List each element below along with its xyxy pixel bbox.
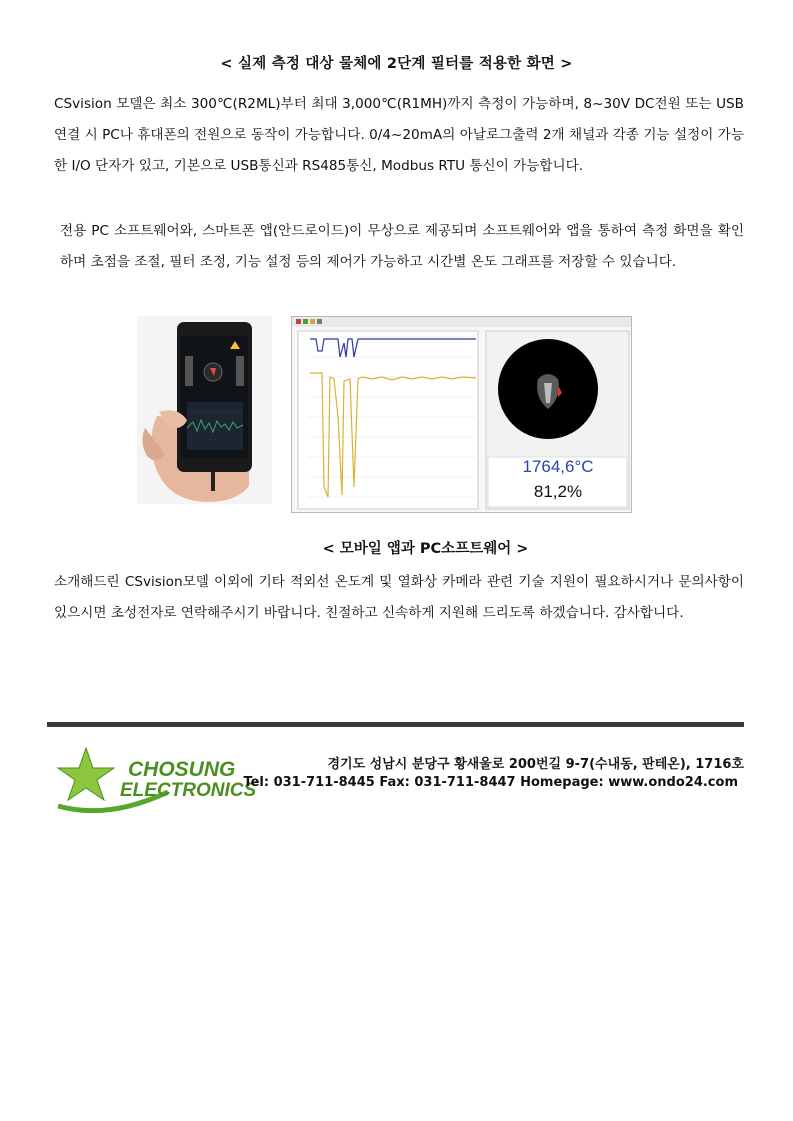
svg-text:CHOSUNG: CHOSUNG bbox=[128, 758, 236, 781]
svg-text:ELECTRONICS: ELECTRONICS bbox=[120, 780, 257, 801]
software-paragraph: 전용 PC 소프트웨어와, 스마트폰 앱(안드로이드)이 무상으로 제공되며 소프트웨어와 앱을 통하여 측정 화면을 확인하며 초점을 조절, 필터 조정, 기능 설정 등의 제어가 가능하고 시간별 온도 그래프를 저장할 수 있습니다. bbox=[60, 223, 744, 270]
intro-paragraph: CSvision 모델은 최소 300℃(R2ML)부터 최대 3,000℃(R1MH)까지 측정이 가능하며, 8~30V DC전원 또는 USB 연결 시 PC나 휴대폰의 전원으로 동작이 가능합니다. 0/4~20mA의 아날로그출력 2개 채널과 각종 기능 설정이 가능한 I/O 단자가 있고, 기본으로 USB통신과 RS485통신, Modbus RTU 통신이 가능합니다. bbox=[54, 96, 744, 174]
figure-caption: < 모바일 앱과 PC소프트웨어 > bbox=[322, 541, 529, 557]
temperature-readout: 1764,6°C bbox=[522, 457, 594, 476]
mobile-app-photo bbox=[137, 316, 272, 504]
figure-images bbox=[137, 316, 632, 513]
footer-divider bbox=[47, 722, 744, 727]
company-address: 경기도 성남시 분당구 황새울로 200번길 9-7(수내동, 판테온), 1716호 bbox=[327, 757, 744, 772]
contact-paragraph: 소개해드린 CSvision모델 이외에 기타 적외선 온도계 및 열화상 카메라 관련 기술 지원이 필요하시거나 문의사항이 있으시면 초성전자로 연락해주시기 바랍니다. 친절하고 신속하게 지원해 드리도록 하겠습니다. 감사합니다. bbox=[54, 574, 744, 621]
percent-readout: 81,2% bbox=[533, 482, 583, 501]
pc-software-screenshot bbox=[291, 316, 632, 513]
company-contact: Tel: 031-711-8445 Fax: 031-711-8447 Homepage: www.ondo24.com bbox=[243, 775, 738, 790]
company-logo bbox=[48, 742, 263, 814]
page-title: < 실제 측정 대상 물체에 2단계 필터를 적용한 화면 > bbox=[220, 56, 573, 72]
